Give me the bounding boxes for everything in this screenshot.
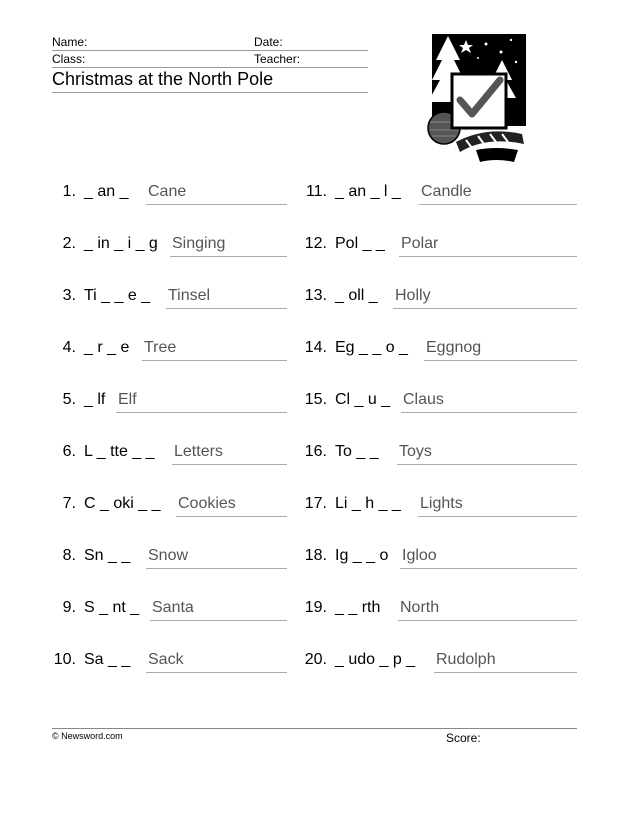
item-answer: Tree — [144, 339, 177, 356]
item-number: 18. — [304, 547, 327, 564]
item-answer: Candle — [421, 183, 472, 200]
answer-line — [393, 308, 577, 309]
item-clue: _ an _ l _ — [335, 183, 401, 200]
item-answer: Eggnog — [426, 339, 482, 356]
item-clue: _ in _ i _ g — [84, 235, 158, 252]
item-answer: Lights — [420, 495, 463, 512]
date-label: Date: — [254, 35, 283, 49]
answer-line — [142, 360, 287, 361]
list-item — [303, 234, 439, 258]
item-number: 15. — [304, 391, 327, 408]
item-clue: C _ oki _ _ — [84, 495, 161, 512]
item-clue: _ _ rth — [335, 599, 381, 616]
footer-divider — [52, 728, 577, 729]
list-item — [303, 598, 440, 622]
item-answer: Sack — [148, 651, 184, 668]
answer-line — [150, 620, 287, 621]
list-item — [303, 390, 444, 414]
item-clue: Li _ h _ _ — [335, 495, 401, 512]
list-item — [52, 546, 189, 570]
list-item — [52, 234, 226, 258]
item-clue: L _ tte _ _ — [84, 443, 155, 460]
item-number: 13. — [304, 287, 327, 304]
answer-line — [401, 412, 577, 413]
name-date-line — [52, 50, 368, 51]
teacher-label: Teacher: — [254, 52, 301, 66]
list-item — [303, 650, 496, 674]
answer-line — [398, 620, 577, 621]
item-number: 14. — [304, 339, 327, 356]
list-item — [52, 494, 236, 518]
answer-line — [399, 256, 577, 257]
item-answer: Cane — [148, 183, 187, 200]
list-item — [303, 286, 431, 310]
item-number: 3. — [62, 287, 76, 304]
item-answer: Tinsel — [168, 287, 211, 304]
list-item — [52, 650, 184, 674]
list-item — [52, 286, 211, 310]
answer-line — [400, 568, 577, 569]
item-clue: To _ _ — [335, 443, 379, 460]
item-answer: Toys — [399, 443, 432, 460]
answer-line — [397, 464, 577, 465]
answer-line — [419, 204, 577, 205]
christmas-checkmark-clipart — [426, 30, 530, 170]
item-number: 12. — [304, 235, 327, 252]
list-item — [52, 598, 194, 622]
item-clue: _ udo _ p _ — [335, 651, 416, 668]
list-item — [303, 182, 472, 206]
item-number: 20. — [304, 651, 327, 668]
item-number: 9. — [62, 599, 76, 616]
title-underline — [52, 92, 368, 93]
answer-line — [418, 516, 577, 517]
item-answer: Singing — [172, 235, 226, 252]
answer-line — [172, 464, 287, 465]
item-clue: Ig _ _ o — [335, 547, 389, 564]
answer-line — [424, 360, 577, 361]
list-item — [303, 442, 432, 466]
list-item — [52, 338, 177, 362]
list-item — [303, 546, 437, 570]
list-item — [52, 182, 187, 206]
list-item — [52, 442, 223, 466]
item-clue: _ r _ e — [84, 339, 130, 356]
item-answer: Cookies — [178, 495, 236, 512]
item-clue: Ti _ _ e _ — [84, 287, 151, 304]
item-clue: Pol _ _ — [335, 235, 385, 252]
answer-line — [116, 412, 287, 413]
class-label: Class: — [52, 52, 86, 66]
item-clue: _ an _ — [84, 183, 129, 200]
item-number: 19. — [304, 599, 327, 616]
item-number: 4. — [62, 339, 76, 356]
item-answer: North — [400, 599, 440, 616]
item-number: 1. — [62, 183, 76, 200]
list-item — [52, 390, 137, 414]
item-answer: Polar — [401, 235, 439, 252]
item-clue: _ oll _ — [335, 287, 378, 304]
list-item — [303, 338, 482, 362]
item-number: 2. — [62, 235, 76, 252]
item-answer: Holly — [395, 287, 431, 304]
item-number: 16. — [304, 443, 327, 460]
item-number: 7. — [62, 495, 76, 512]
answer-line — [166, 308, 287, 309]
answer-line — [146, 672, 287, 673]
answer-line — [146, 204, 287, 205]
item-answer: Elf — [118, 391, 137, 408]
list-item — [303, 494, 463, 518]
item-clue: Eg _ _ o _ — [335, 339, 408, 356]
answer-line — [176, 516, 287, 517]
item-answer: Igloo — [402, 547, 437, 564]
item-answer: Snow — [148, 547, 189, 564]
item-number: 17. — [304, 495, 327, 512]
item-clue: Sn _ _ — [84, 547, 131, 564]
answer-line — [434, 672, 577, 673]
name-label: Name: — [52, 35, 88, 49]
answer-line — [146, 568, 287, 569]
item-answer: Claus — [403, 391, 444, 408]
item-answer: Letters — [174, 443, 223, 460]
item-clue: Cl _ u _ — [335, 391, 391, 408]
item-number: 8. — [62, 547, 76, 564]
item-answer: Santa — [152, 599, 194, 616]
item-number: 5. — [62, 391, 76, 408]
copyright-text: © Newsword.com — [52, 731, 123, 741]
item-clue: S _ nt _ — [84, 599, 140, 616]
item-number: 10. — [53, 651, 76, 668]
score-label: Score: — [446, 731, 481, 745]
page-title: Christmas at the North Pole — [52, 69, 274, 89]
item-clue: Sa _ _ — [84, 651, 131, 668]
item-answer: Rudolph — [436, 651, 496, 668]
item-clue: _ lf — [84, 391, 106, 408]
item-number: 11. — [305, 183, 327, 200]
item-number: 6. — [62, 443, 76, 460]
answer-line — [170, 256, 287, 257]
